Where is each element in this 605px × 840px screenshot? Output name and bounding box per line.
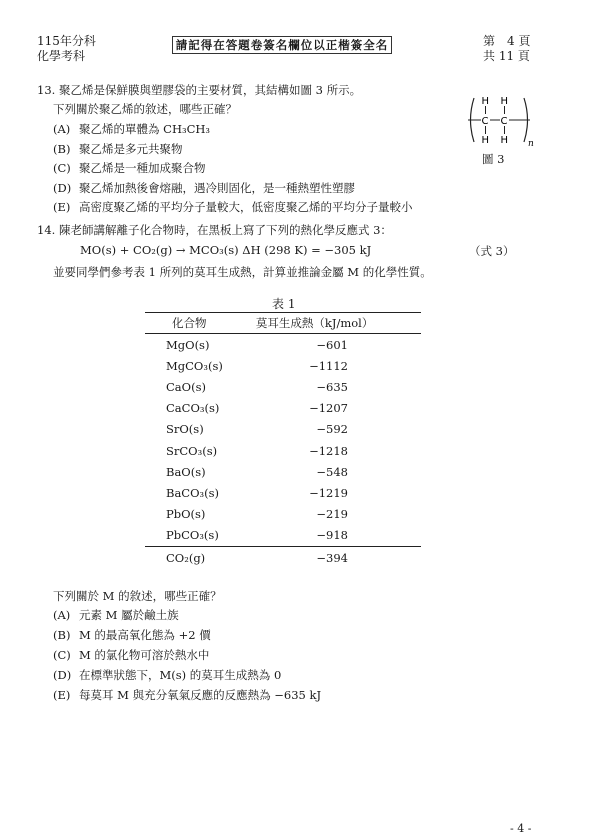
- q13-option-a[interactable]: [53, 121, 210, 137]
- option-text: 高密度聚乙烯的平均分子量較大，低密度聚乙烯的平均分子量較小: [79, 200, 413, 214]
- equation-tag: （式 3）: [469, 244, 515, 258]
- option-label: (A): [53, 122, 71, 136]
- compound-cell: BaCO₃(s): [166, 485, 220, 500]
- atom-h: H: [481, 96, 490, 107]
- formation-heat-cell: −548: [316, 464, 348, 479]
- table-row: [145, 334, 421, 356]
- atom-h: H: [481, 135, 490, 146]
- formation-heat-cell: −592: [316, 422, 348, 437]
- table-row: [145, 440, 421, 461]
- atom-h: H: [500, 135, 509, 146]
- q14-option-c[interactable]: [53, 647, 209, 663]
- option-text: 在標準狀態下，M(s) 的莫耳生成熱為 0: [79, 668, 282, 682]
- table-row: [145, 482, 421, 503]
- q14-prompt: 下列關於 M 的敘述，哪些正確？: [53, 589, 222, 603]
- q13-option-c[interactable]: [53, 160, 206, 176]
- q13-option-b[interactable]: [53, 141, 183, 157]
- option-label: (C): [53, 161, 71, 175]
- compound-cell: CaCO₃(s): [166, 401, 220, 416]
- table-row: [145, 461, 421, 482]
- formation-heat-cell: −635: [316, 379, 348, 394]
- table-row: [145, 376, 421, 397]
- polyethylene-structure-figure: [466, 92, 546, 148]
- q14-option-b[interactable]: [53, 627, 211, 643]
- total-pages: 共 11 頁: [483, 49, 530, 63]
- compound-cell: MgCO₃(s): [166, 358, 223, 373]
- repeat-subscript: n: [528, 139, 534, 148]
- compound-cell: CaO(s): [166, 379, 206, 394]
- option-text: 元素 M 屬於鹼土族: [79, 608, 179, 622]
- option-label: (B): [53, 142, 71, 156]
- option-label: (D): [53, 181, 72, 195]
- compound-cell: SrCO₃(s): [166, 443, 218, 458]
- formation-heat-table: [145, 312, 421, 569]
- compound-cell: CO₂(g): [145, 546, 254, 569]
- compound-cell: PbCO₃(s): [166, 528, 219, 543]
- option-text: M 的最高氧化態為 +2 價: [79, 628, 211, 642]
- option-text: 聚乙烯的單體為 CH₃CH₃: [79, 122, 211, 136]
- q14-option-a[interactable]: [53, 607, 179, 623]
- option-text: 聚乙烯是多元共聚物: [79, 142, 183, 156]
- column-header-compound: 化合物: [172, 316, 207, 330]
- atom-c: C: [481, 116, 489, 127]
- option-label: (E): [53, 200, 71, 214]
- figure-caption: 圖 3: [482, 152, 505, 166]
- option-label: (B): [53, 628, 71, 642]
- formation-heat-cell: −219: [316, 507, 348, 522]
- option-text: M 的氯化物可溶於熱水中: [79, 648, 210, 662]
- formation-heat-cell: −394: [254, 546, 421, 569]
- option-text: 每莫耳 M 與充分氧氣反應的反應熱為 −635 kJ: [79, 688, 322, 702]
- table-row: [145, 398, 421, 419]
- q13-stem: 13. 聚乙烯是保鮮膜與塑膠袋的主要材質，其結構如圖 3 所示。: [37, 83, 362, 97]
- formation-heat-cell: −1219: [309, 485, 348, 500]
- formation-heat-cell: −1207: [309, 401, 348, 416]
- atom-h: H: [500, 96, 509, 107]
- compound-cell: PbO(s): [166, 507, 206, 522]
- q13-prompt: 下列關於聚乙烯的敘述，哪些正確？: [53, 102, 237, 116]
- formation-heat-cell: −601: [316, 337, 348, 352]
- page-info: [483, 34, 530, 64]
- table-row: [145, 355, 421, 376]
- option-text: 聚乙烯是一種加成聚合物: [79, 161, 206, 175]
- option-text: 聚乙烯加熱後會熔融，遇冷則固化，是一種熱塑性塑膠: [79, 181, 355, 195]
- table-header-row: [145, 313, 421, 334]
- column-header-heat: 莫耳生成熱（kJ/mol）: [255, 316, 374, 330]
- option-label: (A): [53, 608, 71, 622]
- q14-option-e[interactable]: [53, 687, 321, 703]
- page-number: - 4 -: [510, 822, 532, 835]
- compound-cell: MgO(s): [166, 337, 210, 352]
- table-row: [145, 419, 421, 440]
- table-row: [145, 504, 421, 525]
- thermo-equation: MO(s) + CO₂(g) → MCO₃(s) ΔH (298 K) = −305 kJ: [80, 243, 372, 257]
- exam-year: 115年分科: [37, 34, 96, 48]
- exam-header-left: [37, 34, 96, 64]
- formation-heat-cell: −918: [316, 528, 348, 543]
- table-row: [145, 546, 421, 569]
- option-label: (D): [53, 668, 72, 682]
- table-title: 表 1: [272, 297, 296, 311]
- q13-option-d[interactable]: [53, 180, 355, 196]
- compound-cell: BaO(s): [166, 464, 206, 479]
- option-label: (E): [53, 688, 71, 702]
- option-label: (C): [53, 648, 71, 662]
- atom-c: C: [500, 116, 508, 127]
- formation-heat-cell: −1112: [309, 358, 348, 373]
- exam-subject: 化學考科: [37, 49, 86, 63]
- q14-stem: 14. 陳老師講解離子化合物時，在黑板上寫了下列的熱化學反應式 3：: [37, 223, 392, 237]
- page-label: 第 4 頁: [483, 34, 531, 48]
- q13-option-e[interactable]: [53, 199, 413, 215]
- compound-cell: SrO(s): [166, 422, 204, 437]
- q14-instruction: 並要同學們參考表 1 所列的莫耳生成熱，計算並推論金屬 M 的化學性質。: [53, 265, 432, 279]
- q14-option-d[interactable]: [53, 667, 281, 683]
- table-row: [145, 525, 421, 547]
- signature-notice: 請記得在答題卷簽名欄位以正楷簽全名: [172, 36, 392, 54]
- formation-heat-cell: −1218: [309, 443, 348, 458]
